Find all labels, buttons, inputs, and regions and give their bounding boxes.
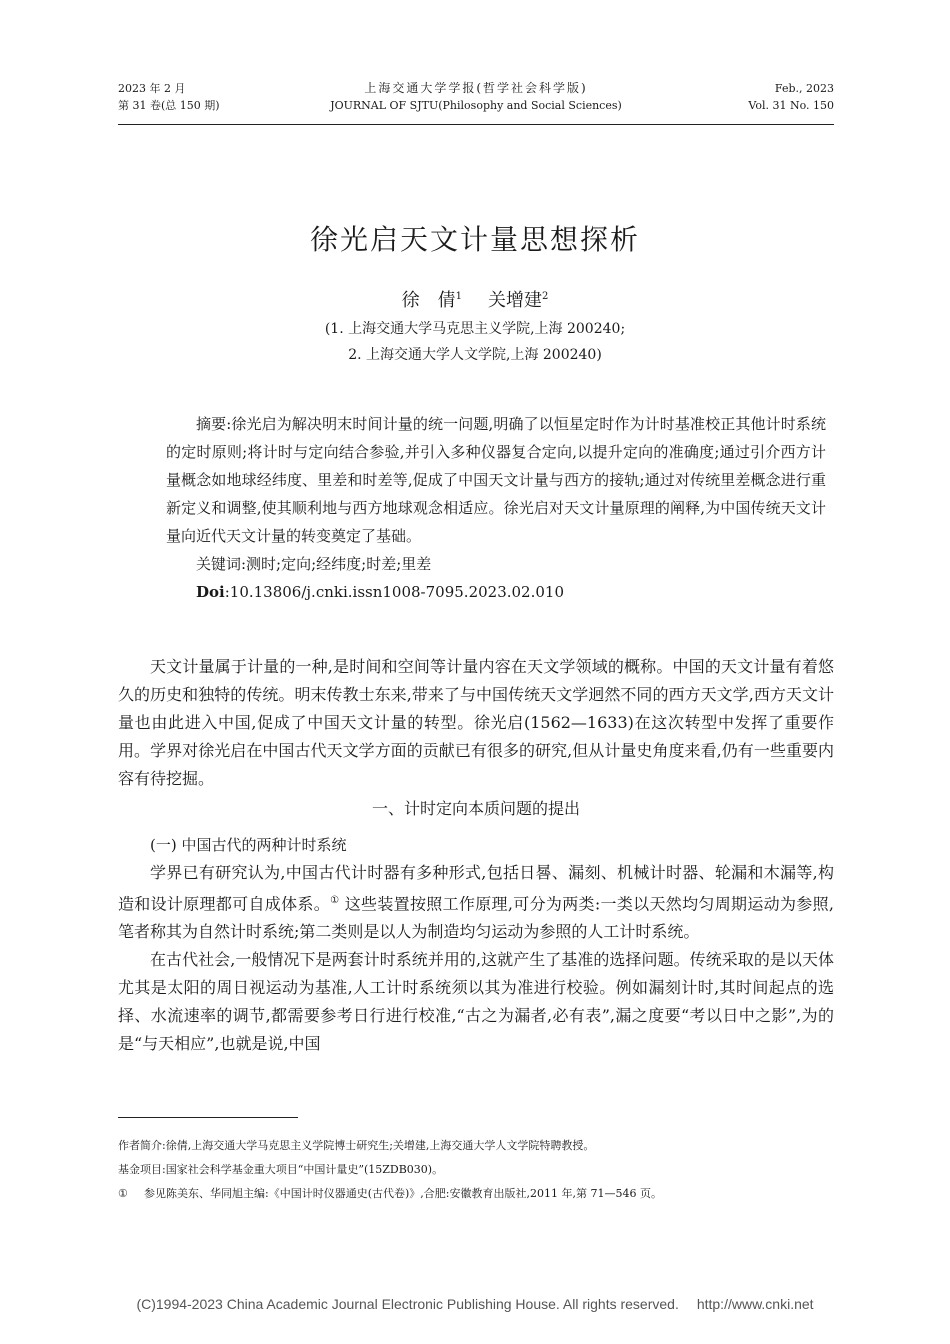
body-paragraph: 在古代社会,一般情况下是两套计时系统并用的,这就产生了基准的选择问题。传统采取的是以天体尤其是太阳的周日视运动为基准,人工计时系统须以其为准进行校验。例如漏刻计时,其时间起点的选择、水流速率的调节,都需要参考日行进行校准,“古之为漏者,必有表”,漏之度要“考以日中之影”,为的是“与天相应”,也就是说,中国 xyxy=(118,950,834,1054)
header-volume: 第 31 卷(总 150 期) xyxy=(118,99,220,112)
author-intro-note: 作者简介:徐倩,上海交通大学马克思主义学院博士研究生;关增建,上海交通大学人文学院特聘教授。 xyxy=(118,1139,595,1152)
author-affil-mark: 2 xyxy=(542,291,549,302)
author-name: 徐 倩 xyxy=(401,290,456,311)
header-date: 2023 年 2 月 xyxy=(118,82,186,95)
header-date-en: Feb., 2023 xyxy=(774,82,834,95)
footnote-divider xyxy=(118,1117,298,1118)
article-title: 徐光启天文计量思想探析 xyxy=(309,223,640,256)
author-affil-mark: 1 xyxy=(455,291,462,302)
keywords: 关键词:测时;定向;经纬度;时差;里差 xyxy=(196,555,432,573)
fund-note: 基金项目:国家社会科学基金重大项目“中国计量史”(15ZDB030)。 xyxy=(118,1163,444,1176)
abstract-text: 摘要:徐光启为解决明末时间计量的统一问题,明确了以恒星定时作为计时基准校正其他计时系统的定时原则;将计时与定向结合参验,并引入多种仪器复合定向,以提升定向的准确度;通过引介西方计量概念如地球经纬度、里差和时差等,促成了中国天文计量与西方的接轨;通过对传统里差概念进行重新定义和调整,使其顺利地与西方地球观念相适应。徐光启对天文计量原理的阐释,为中国传统天文计量向近代天文计量的转变奠定了基础。 xyxy=(166,415,826,545)
header-volume-en: Vol. 31 No. 150 xyxy=(748,99,834,112)
doi xyxy=(166,578,826,606)
intro-paragraph: 天文计量属于计量的一种,是时间和空间等计量内容在天文学领域的概称。中国的天文计量有着悠久的历史和独特的传统。明末传教士东来,带来了与中国传统天文学迥然不同的西方天文学,西方天文计量也由此进入中国,促成了中国天文计量的转型。徐光启(1562—1633)在这次转型中发挥了重要作用。学界对徐光启在中国古代天文学方面的贡献已有很多的研究,但从计量史角度来看,仍有一些重要内容有待挖掘。 xyxy=(118,657,834,788)
subsection-heading: (一) 中国古代的两种计时系统 xyxy=(150,836,347,854)
abstract-block xyxy=(166,410,826,606)
author-list xyxy=(0,286,950,312)
footnotes xyxy=(118,1134,834,1206)
section-heading: 一、计时定向本质问题的提出 xyxy=(371,799,580,818)
footnote-number: ① xyxy=(118,1187,128,1200)
body-paragraph: 学界已有研究认为,中国古代计时器有多种形式,包括日晷、漏刻、机械计时器、轮漏和木漏等,构造和设计原理都可自成体系。① 这些装置按照工作原理,可分为两类:一类以天然均匀周期运动为参照,笔者称其为自然计时系统;第二类则是以人为制造均匀运动为参照的人工计时系统。 xyxy=(118,863,834,942)
copyright-text: (C)1994-2023 China Academic Journal Electronic Publishing House. All rights reserved. xyxy=(136,1296,679,1312)
doi-label: Doi xyxy=(196,583,225,601)
affiliation-line: (1. 上海交通大学马克思主义学院,上海 200240; xyxy=(324,321,626,337)
copyright-url[interactable]: http://www.cnki.net xyxy=(696,1296,814,1312)
footnote-text: 参见陈美东、华同旭主编:《中国计时仪器通史(古代卷)》,合肥:安徽教育出版社,2011 年,第 71—546 页。 xyxy=(144,1187,662,1200)
header-journal-zh: 上海交通大学学报(哲学社会科学版) xyxy=(364,81,588,95)
affiliation-line: 2. 上海交通大学人文学院,上海 200240) xyxy=(348,347,602,363)
header-journal xyxy=(118,80,834,114)
copyright-notice xyxy=(0,1296,950,1312)
footnote-item xyxy=(118,1182,834,1206)
author-name: 关增建 xyxy=(488,290,542,311)
body-text xyxy=(118,653,834,1058)
running-header xyxy=(118,80,834,124)
header-issue-info-en xyxy=(748,80,834,114)
footnote-ref[interactable]: ① xyxy=(330,895,340,906)
doi-value: :10.13806/j.cnki.issn1008-7095.2023.02.010 xyxy=(224,583,564,601)
header-journal-en: JOURNAL OF SJTU(Philosophy and Social Sciences) xyxy=(330,99,622,112)
header-divider xyxy=(118,124,834,125)
